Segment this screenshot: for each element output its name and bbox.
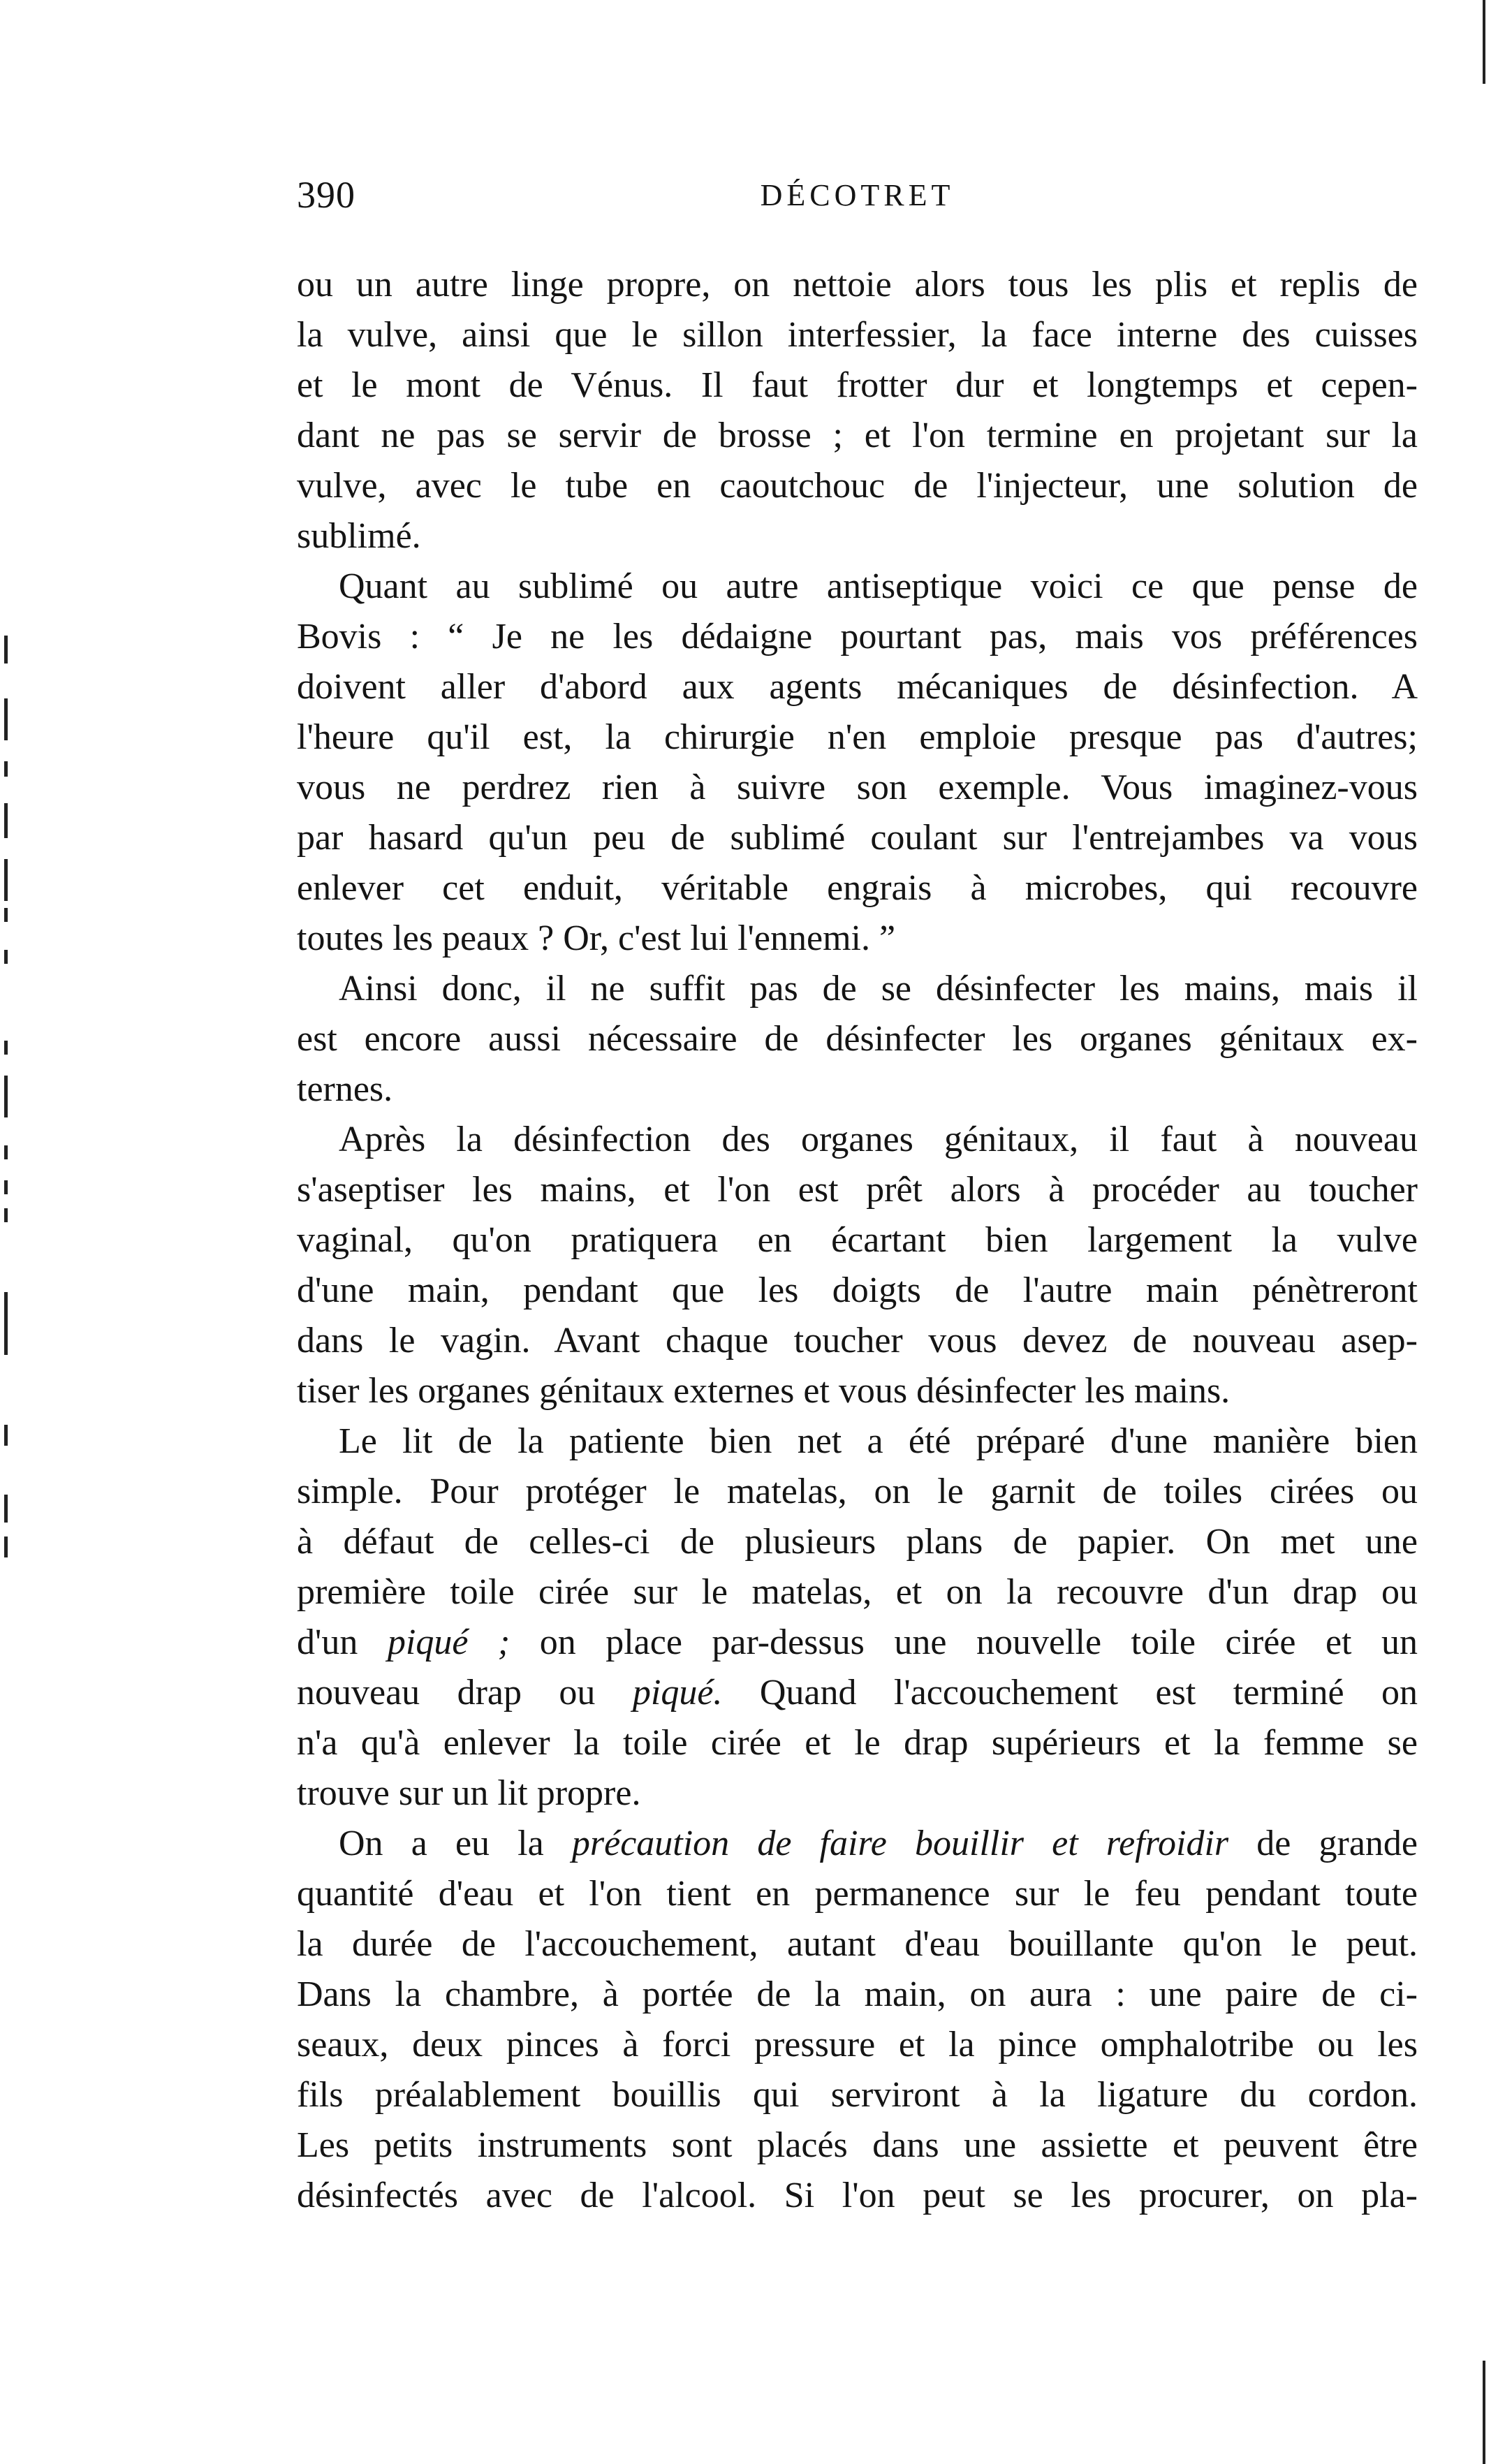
italic-run: piqué. xyxy=(632,1673,723,1713)
italic-run: précaution de faire bouillir et refroidir xyxy=(571,1824,1229,1863)
text-line: trouve sur un lit propre. xyxy=(297,1773,641,1813)
scan-mark xyxy=(4,1537,8,1557)
text-line: d'une main, pendant que les doigts de l'autre main pénètreront xyxy=(297,1270,1418,1310)
scan-mark xyxy=(4,1076,8,1117)
scan-edge xyxy=(1483,0,1485,84)
text-line: toutes les peaux ? Or, c'est lui l'ennemi. ” xyxy=(297,918,896,958)
text-line: ternes. xyxy=(297,1069,393,1109)
text-line: à défaut de celles-ci de plusieurs plans de papier. On met une xyxy=(297,1522,1418,1562)
text-line: Quant au sublimé ou autre antiseptique voici ce que pense de xyxy=(339,566,1418,606)
text-line: s'aseptiser les mains, et l'on est prêt alors à procéder au toucher xyxy=(297,1170,1418,1210)
text-line: par hasard qu'un peu de sublimé coulant sur l'entrejambes va vous xyxy=(297,818,1418,858)
text-line: vous ne perdrez rien à suivre son exemple. Vous imaginez-vous xyxy=(297,768,1418,807)
scan-mark xyxy=(4,761,8,777)
page-header xyxy=(297,173,1418,229)
running-head: DÉCOTRET xyxy=(760,178,955,212)
text-line: Ainsi donc, il ne suffit pas de se désinfecter les mains, mais il xyxy=(339,969,1418,1009)
text-line: enlever cet enduit, véritable engrais à microbes, qui recouvre xyxy=(297,868,1418,908)
scan-mark xyxy=(4,1145,8,1159)
text-line: sublimé. xyxy=(297,516,421,556)
text-line: dans le vagin. Avant chaque toucher vous devez de nouveau asep- xyxy=(297,1321,1418,1361)
body-text xyxy=(297,260,1418,2221)
scan-mark xyxy=(4,1041,8,1055)
text-line: dant ne pas se servir de brosse ; et l'on termine en projetant sur la xyxy=(297,416,1418,455)
text-line: la vulve, ainsi que le sillon interfessier, la face interne des cuisses xyxy=(297,315,1418,355)
scan-mark xyxy=(4,1292,8,1355)
italic-run: piqué ; xyxy=(387,1622,511,1662)
text-line: première toile cirée sur le matelas, et on la recouvre d'un drap ou xyxy=(297,1572,1418,1612)
text-line: seaux, deux pinces à forci pressure et la pince omphalotribe ou les xyxy=(297,2025,1418,2065)
scan-margin-marks xyxy=(0,0,28,2464)
scan-mark xyxy=(4,1208,8,1222)
text-line: fils préalablement bouillis qui serviront à la ligature du cordon. xyxy=(297,2075,1418,2115)
text-line: Les petits instruments sont placés dans une assiette et peuvent être xyxy=(297,2125,1418,2165)
text-line: Après la désinfection des organes génitaux, il faut à nouveau xyxy=(339,1120,1418,1159)
text-line: Le lit de la patiente bien net a été préparé d'une manière bien xyxy=(339,1421,1418,1461)
text-line: est encore aussi nécessaire de désinfecter les organes génitaux ex- xyxy=(297,1019,1418,1059)
text-run: on place par-dessus une nouvelle toile cirée et un xyxy=(510,1622,1418,1662)
scan-mark xyxy=(4,636,8,663)
text-line: doivent aller d'abord aux agents mécaniques de désinfection. A xyxy=(297,667,1418,707)
page-number: 390 xyxy=(297,174,355,216)
text-line xyxy=(297,1618,1418,1668)
text-run: nouveau drap ou xyxy=(297,1673,633,1713)
text-line: ou un autre linge propre, on nettoie alors tous les plis et replis de xyxy=(297,265,1418,305)
text-line: désinfectés avec de l'alcool. Si l'on peut se les procurer, on pla- xyxy=(297,2176,1418,2215)
scan-mark xyxy=(4,803,8,838)
text-run: On a eu la xyxy=(339,1824,572,1863)
scan-mark xyxy=(4,950,8,964)
text-line: Dans la chambre, à portée de la main, on aura : une paire de ci- xyxy=(297,1974,1418,2014)
text-line: Bovis : “ Je ne les dédaigne pourtant pas, mais vos préférences xyxy=(297,617,1418,657)
scan-mark xyxy=(4,859,8,901)
text-run: Quand l'accouchement est terminé on xyxy=(722,1673,1418,1713)
text-line: tiser les organes génitaux externes et vous désinfecter les mains. xyxy=(297,1371,1231,1411)
scan-mark xyxy=(4,908,8,922)
text-line: l'heure qu'il est, la chirurgie n'en emploie presque pas d'autres; xyxy=(297,717,1418,757)
text-line: la durée de l'accouchement, autant d'eau bouillante qu'on le peut. xyxy=(297,1924,1418,1964)
scan-mark xyxy=(4,1495,8,1523)
text-line xyxy=(297,1819,1418,1869)
text-run: d'un xyxy=(297,1622,388,1662)
scan-edge xyxy=(1483,2361,1485,2464)
text-run: de grande xyxy=(1228,1824,1418,1863)
text-line: simple. Pour protéger le matelas, on le garnit de toiles cirées ou xyxy=(297,1472,1418,1511)
scan-mark xyxy=(4,698,8,740)
text-line: vulve, avec le tube en caoutchouc de l'injecteur, une solution de xyxy=(297,466,1418,506)
scan-mark xyxy=(4,1425,8,1446)
text-line: n'a qu'à enlever la toile cirée et le drap supérieurs et la femme se xyxy=(297,1723,1418,1763)
scan-mark xyxy=(4,1180,8,1194)
text-line: vaginal, qu'on pratiquera en écartant bien largement la vulve xyxy=(297,1220,1418,1260)
text-line xyxy=(297,1668,1418,1718)
text-line: quantité d'eau et l'on tient en permanence sur le feu pendant toute xyxy=(297,1874,1418,1914)
text-line: et le mont de Vénus. Il faut frotter dur et longtemps et cepen- xyxy=(297,365,1418,405)
